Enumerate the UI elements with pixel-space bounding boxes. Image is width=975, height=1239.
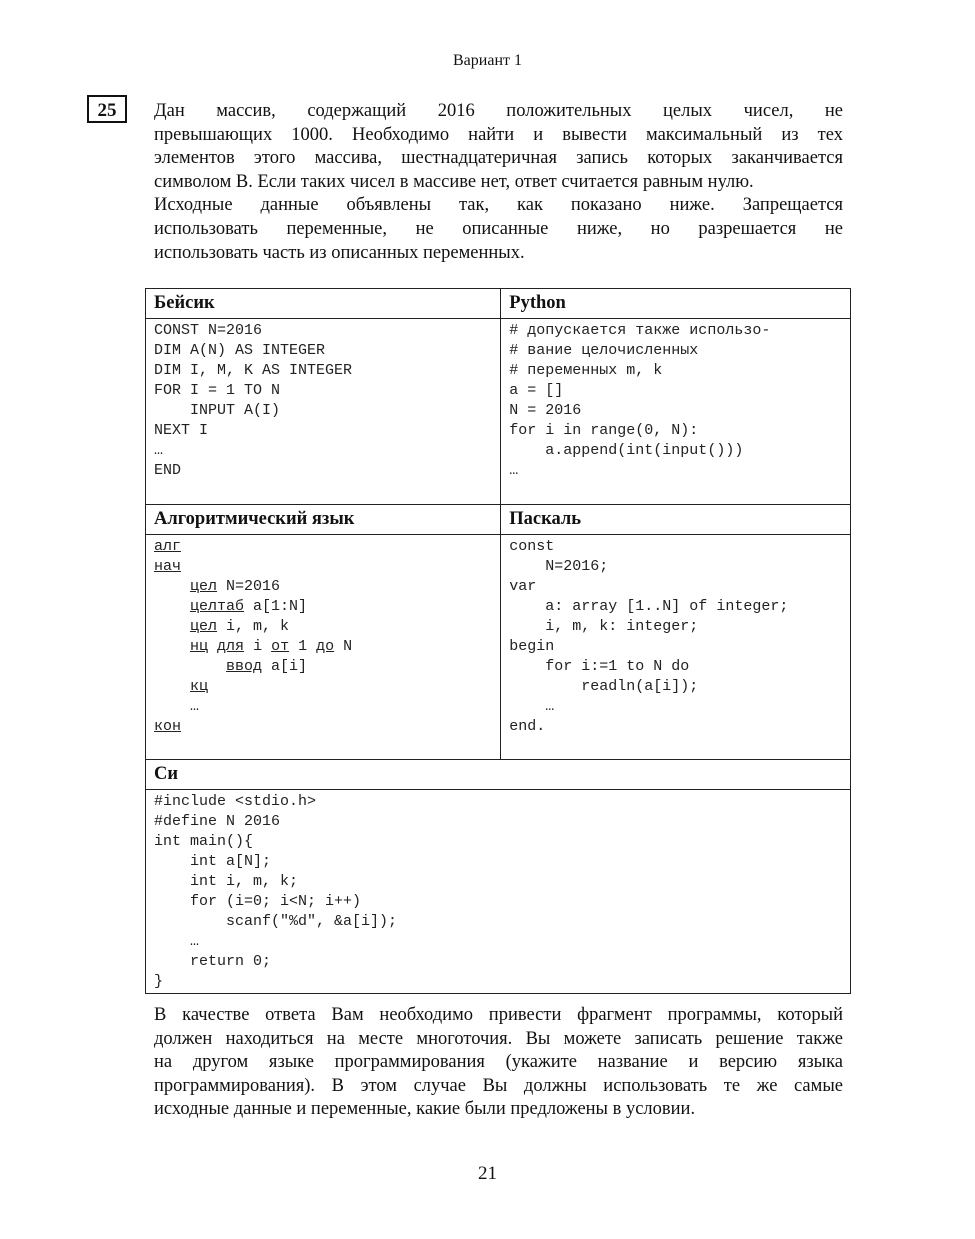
intro-line: использовать часть из описанных переменных.: [154, 242, 525, 263]
code-line: …: [154, 933, 200, 950]
code-line: a.append(int(input())): [509, 442, 744, 459]
intro-line: превышающих 1000. Необходимо найти и вывести максимальный из тех: [154, 124, 843, 145]
keyword: кон: [154, 718, 182, 735]
algo-header: Алгоритмический язык: [146, 505, 501, 535]
code-line: for i:=1 to N do: [509, 658, 690, 675]
code-line: [154, 557, 500, 577]
page-number: 21: [478, 1163, 497, 1184]
code-line: DIM I, M, K AS INTEGER: [154, 362, 353, 379]
code-line: for (i=0; i<N; i++): [154, 893, 362, 910]
keyword: для: [217, 638, 245, 655]
outro-line: на другом языке программирования (укажите название и версию языка: [154, 1052, 843, 1073]
answer-instructions-text: [154, 1004, 843, 1122]
code-line: i, m, k: integer;: [509, 618, 699, 635]
code-line: …: [154, 442, 164, 459]
code-line: нц для i от 1 до N: [190, 638, 353, 655]
code-line: DIM A(N) AS INTEGER: [154, 342, 326, 359]
basic-code: [146, 319, 501, 505]
code-line: end.: [509, 718, 546, 735]
outro-line: должен находиться на месте многоточия. Вы можете записать решение также: [154, 1028, 843, 1049]
code-line: …: [509, 698, 555, 715]
basic-header: Бейсик: [146, 289, 501, 319]
code-line: целтаб a[1:N]: [190, 598, 308, 615]
outro-line: исходные данные и переменные, какие были предложены в условии.: [154, 1099, 696, 1120]
code-line: for i in range(0, N):: [509, 422, 699, 439]
code-line: NEXT I: [154, 422, 209, 439]
code-line: return 0;: [154, 953, 272, 970]
keyword: кц: [190, 678, 209, 695]
code-line: END: [154, 462, 182, 479]
code-line: a = []: [509, 382, 564, 399]
code-line: # вание целочисленных: [509, 342, 699, 359]
keyword: целтаб: [190, 598, 245, 615]
keyword: цел: [190, 618, 218, 635]
code-line: …: [509, 462, 519, 479]
pascal-header: Паскаль: [501, 505, 851, 535]
intro-line: символом B. Если таких чисел в массиве нет, ответ считается равным нулю.: [154, 171, 754, 192]
code-line: a: array [1..N] of integer;: [509, 598, 789, 615]
code-line: const: [509, 538, 555, 555]
code-table: [145, 288, 851, 994]
keyword: нц: [190, 638, 209, 655]
keyword: алг: [154, 538, 182, 555]
python-code: [501, 319, 851, 505]
python-header: Python: [501, 289, 851, 319]
keyword: от: [271, 638, 290, 655]
task-number-badge: 25: [87, 95, 127, 123]
code-line: var: [509, 578, 537, 595]
keyword: ввод: [226, 658, 263, 675]
algo-code: [146, 535, 501, 760]
code-line: [154, 537, 500, 557]
intro-line: Дан массив, содержащий 2016 положительных целых чисел, не: [154, 101, 843, 121]
intro-line: Исходные данные объявлены так, как показано ниже. Запрещается: [154, 195, 843, 216]
code-line: # допускается также использо-: [509, 322, 771, 339]
task-intro-text: [154, 100, 843, 265]
c-code: [146, 790, 851, 994]
code-line: #define N 2016: [154, 813, 281, 830]
code-line: цел i, m, k: [190, 618, 290, 635]
code-line: #include <stdio.h>: [154, 793, 317, 810]
page-header: Вариант 1: [453, 52, 522, 69]
pascal-code: [501, 535, 851, 760]
code-line: scanf("%d", &a[i]);: [154, 913, 398, 930]
code-line: int i, m, k;: [154, 873, 299, 890]
outro-line: программирования). В этом случае Вы должны использовать те же самые: [154, 1075, 843, 1096]
code-line: [154, 717, 500, 737]
code-line: [154, 677, 500, 697]
intro-line: использовать переменные, не описанные ниже, но разрешается не: [154, 218, 843, 239]
code-line: readln(a[i]);: [509, 678, 699, 695]
code-line: ввод a[i]: [226, 658, 308, 675]
code-line: INPUT A(I): [154, 402, 281, 419]
code-line: # переменных m, k: [509, 362, 663, 379]
keyword: нач: [154, 558, 182, 575]
code-line: int main(){: [154, 833, 254, 850]
code-line: N = 2016: [509, 402, 582, 419]
code-line: begin: [509, 638, 555, 655]
code-line: …: [190, 698, 200, 715]
code-line: N=2016;: [509, 558, 609, 575]
code-line: цел N=2016: [190, 578, 281, 595]
c-header: Си: [146, 760, 851, 790]
keyword: до: [316, 638, 335, 655]
outro-line: В качестве ответа Вам необходимо привести фрагмент программы, который: [154, 1005, 843, 1025]
code-line: }: [154, 973, 164, 990]
code-line: FOR I = 1 TO N: [154, 382, 281, 399]
code-line: CONST N=2016: [154, 322, 263, 339]
code-line: int a[N];: [154, 853, 272, 870]
keyword: цел: [190, 578, 218, 595]
intro-line: элементов этого массива, шестнадцатеричная запись которых заканчивается: [154, 148, 843, 169]
